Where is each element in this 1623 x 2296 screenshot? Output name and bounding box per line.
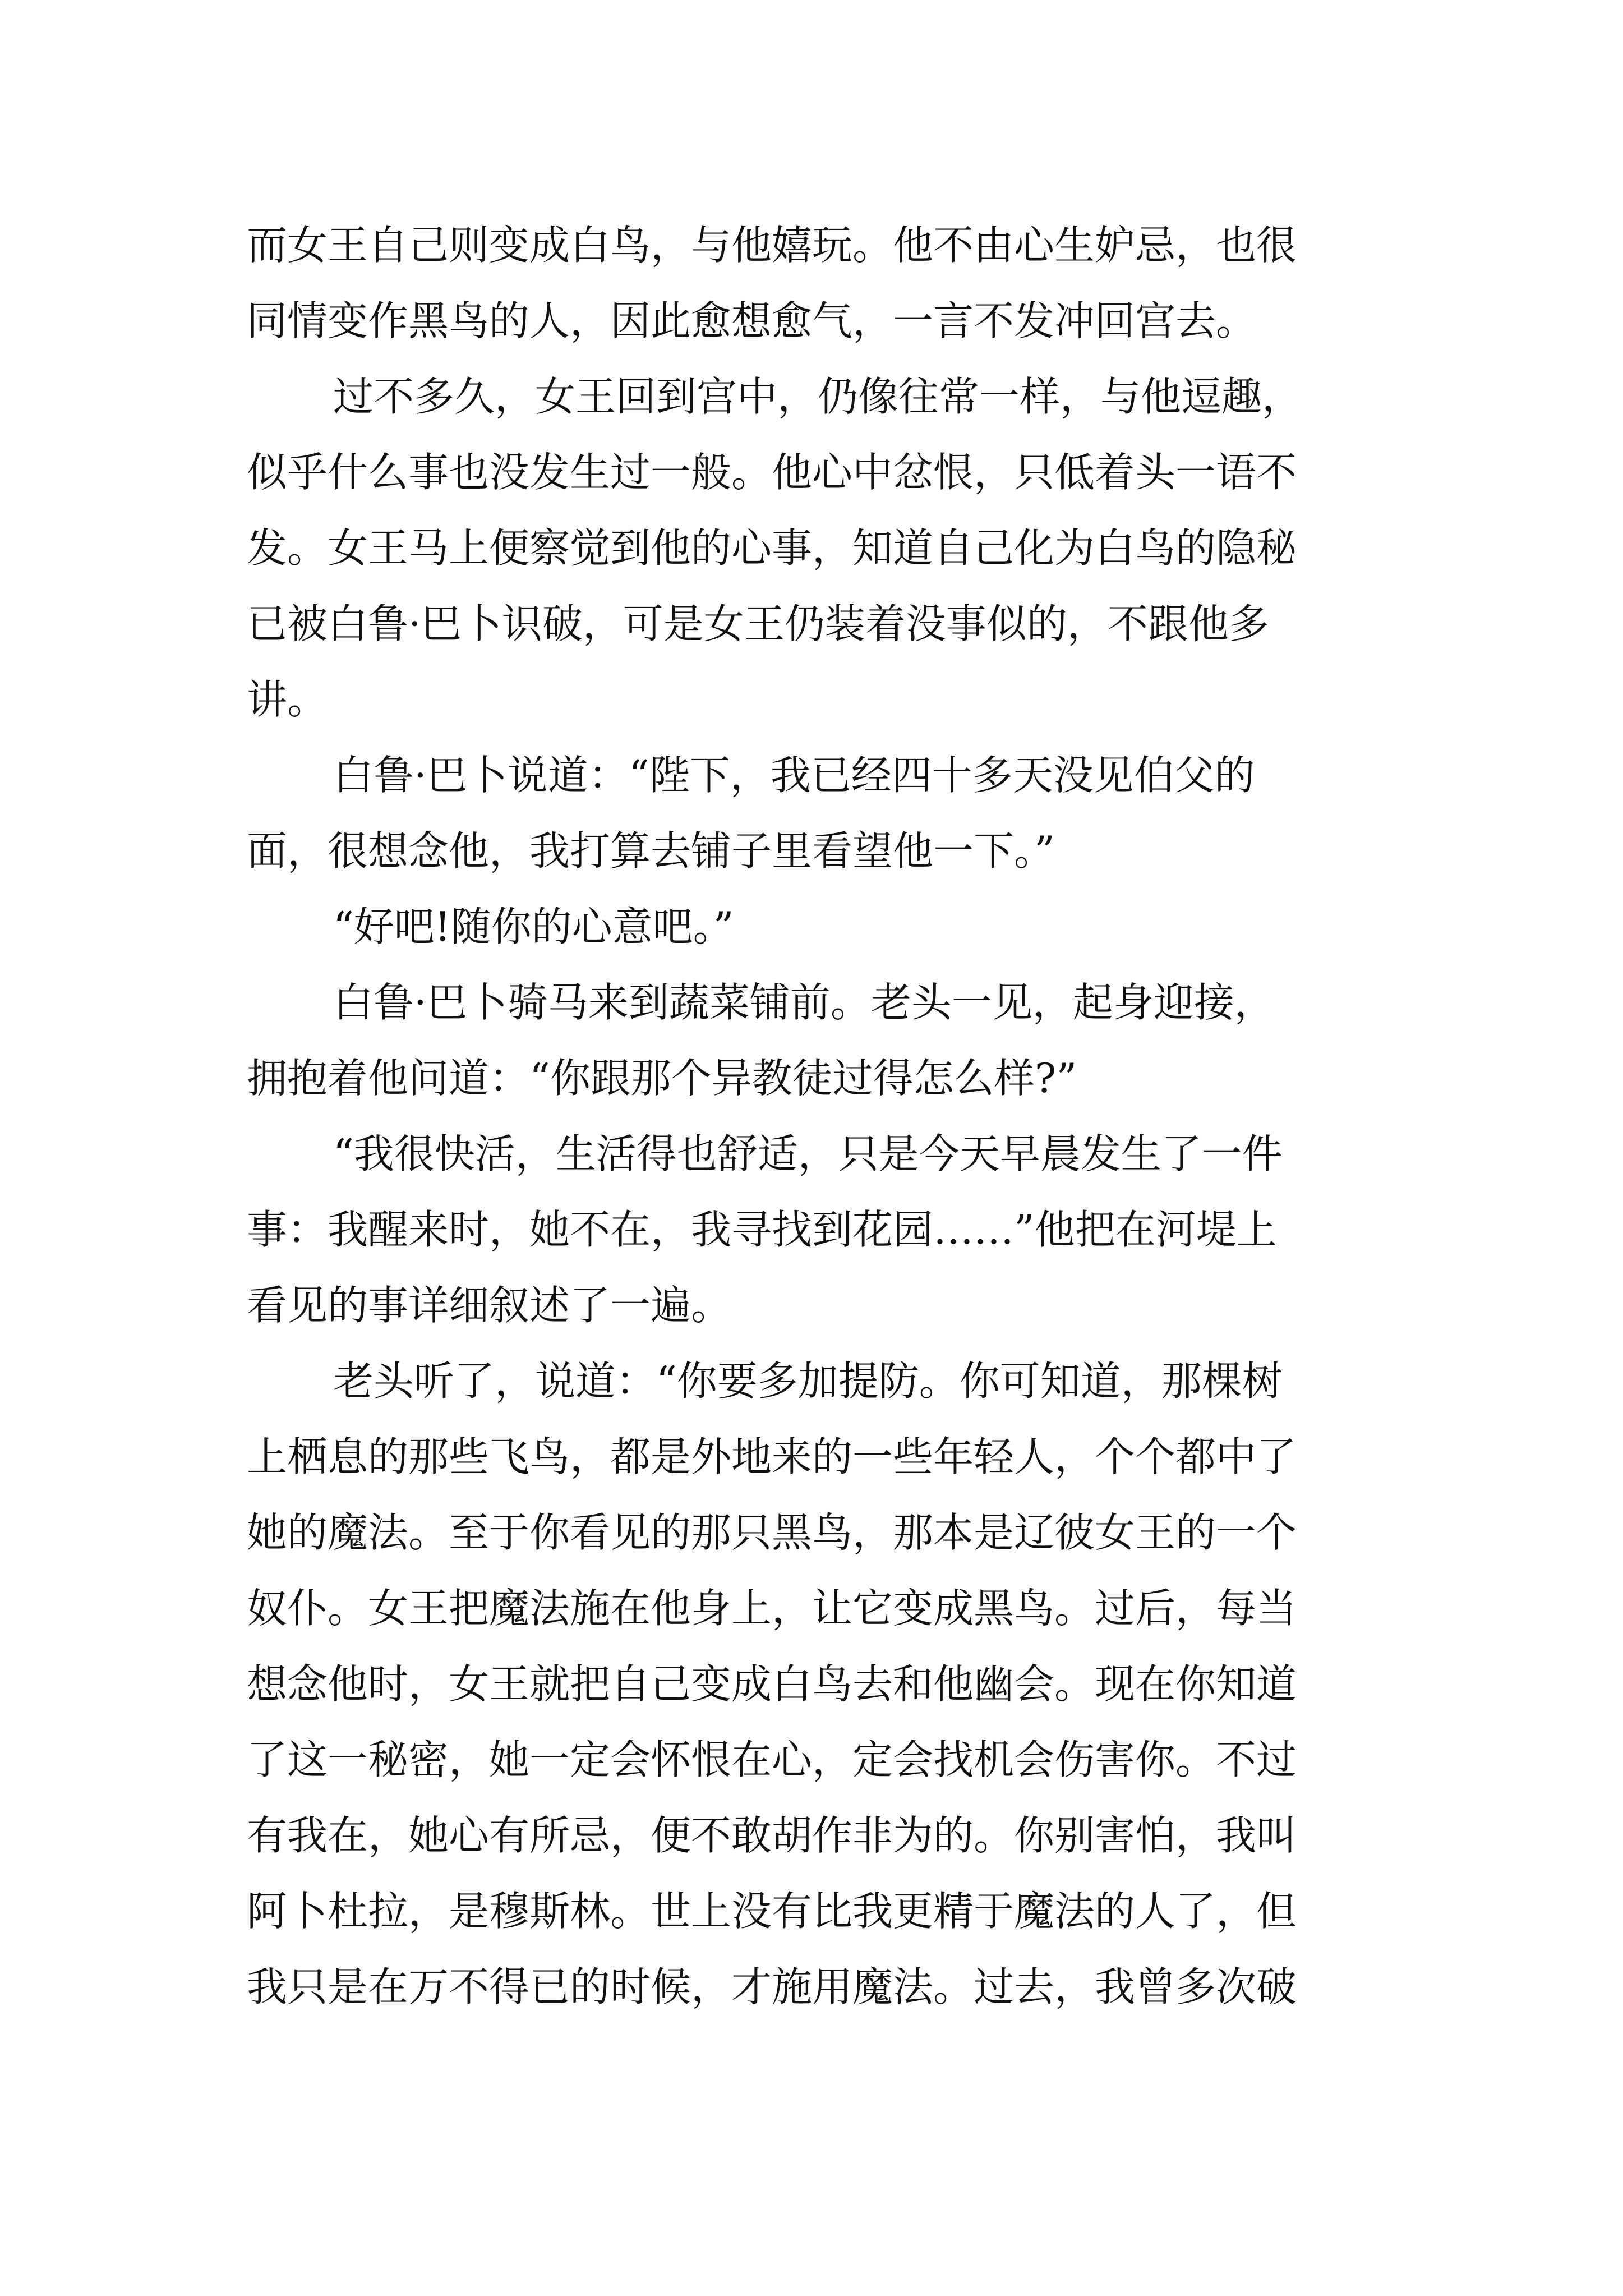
text-line: 白鲁·巴卜骑马来到蔬菜铺前。老头一见，起身迎接， xyxy=(333,979,1275,1026)
text-line: “我很快活，生活得也舒适，只是今天早晨发生了一件 xyxy=(333,1130,1283,1177)
text-line: 而女王自己则变成白鸟，与他嬉玩。他不由心生妒忌，也很 xyxy=(247,222,1297,269)
text-line: 似乎什么事也没发生过一般。他心中忿恨，只低着头一语不 xyxy=(247,449,1297,496)
text-line: 看见的事详细叙述了一遍。 xyxy=(247,1282,732,1329)
text-line: 老头听了，说道：“你要多加提防。你可知道，那棵树 xyxy=(333,1358,1283,1405)
text-line: 她的魔法。至于你看见的那只黑鸟，那本是辽彼女王的一个 xyxy=(247,1509,1297,1556)
text-line: “好吧!随你的心意吧。” xyxy=(333,903,734,950)
text-line: 拥抱着他问道：“你跟那个异教徒过得怎么样?” xyxy=(247,1055,1077,1102)
text-line: 奴仆。女王把魔法施在他身上，让它变成黑鸟。过后，每当 xyxy=(247,1585,1297,1632)
text-line: 同情变作黑鸟的人，因此愈想愈气，一言不发冲回宫去。 xyxy=(247,297,1257,344)
text-line: 事：我醒来时，她不在，我寻找到花园……”他把在河堤上 xyxy=(247,1206,1277,1253)
text-line: 面，很想念他，我打算去铺子里看望他一下。” xyxy=(247,827,1055,875)
body-text xyxy=(247,208,1391,2025)
text-line: 了这一秘密，她一定会怀恨在心，定会找机会伤害你。不过 xyxy=(247,1736,1297,1783)
text-line: 想念他时，女王就把自己变成白鸟去和他幽会。现在你知道 xyxy=(247,1660,1297,1708)
text-line: 有我在，她心有所忌，便不敢胡作非为的。你别害怕，我叫 xyxy=(247,1812,1297,1859)
text-line: 上栖息的那些飞鸟，都是外地来的一些年轻人，个个都中了 xyxy=(247,1433,1297,1480)
text-line: 过不多久，女王回到宫中，仍像往常一样，与他逗趣， xyxy=(333,373,1303,420)
text-line: 讲。 xyxy=(247,676,328,723)
text-line: 阿卜杜拉，是穆斯林。世上没有比我更精于魔法的人了，但 xyxy=(247,1888,1297,1935)
text-line: 发。女王马上便察觉到他的心事，知道自己化为白鸟的隐秘 xyxy=(247,524,1297,572)
text-line: 白鲁·巴卜说道：“陛下，我已经四十多天没见伯父的 xyxy=(333,752,1255,799)
text-line: 已被白鲁·巴卜识破，可是女王仍装着没事似的，不跟他多 xyxy=(247,600,1269,647)
text-line: 我只是在万不得已的时候，才施用魔法。过去，我曾多次破 xyxy=(247,1963,1297,2010)
